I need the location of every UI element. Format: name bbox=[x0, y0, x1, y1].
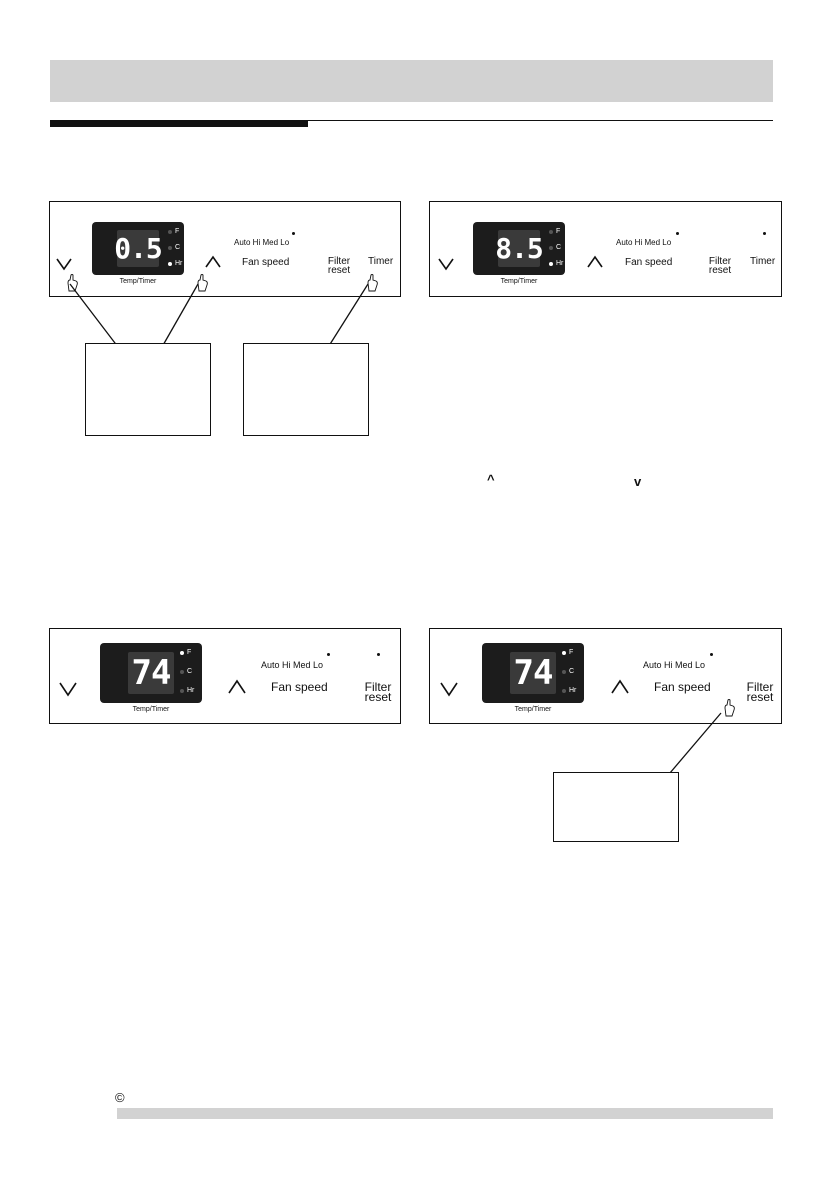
callout-leader-line bbox=[0, 700, 822, 800]
indicator-hr: Hr bbox=[549, 260, 563, 267]
speed-indicator-dot bbox=[676, 232, 679, 235]
indicator-f: F bbox=[562, 649, 573, 656]
temp-timer-readout: 74 bbox=[131, 653, 171, 693]
up-caret-symbol: ^ bbox=[487, 472, 495, 487]
filter-reset-button[interactable]: Filter reset bbox=[327, 256, 351, 276]
temp-timer-readout: 74 bbox=[513, 653, 553, 693]
indicator-c: C bbox=[549, 244, 561, 251]
temp-timer-readout: 0.5 bbox=[114, 232, 162, 265]
indicator-hr: Hr bbox=[168, 260, 182, 267]
indicator-c: C bbox=[180, 668, 192, 675]
screen-caption: Temp/Timer bbox=[514, 706, 552, 713]
filter-reset-button[interactable]: Filter reset bbox=[364, 680, 392, 704]
fan-speed-button[interactable]: Fan speed bbox=[654, 680, 711, 694]
down-arrow-icon[interactable] bbox=[439, 681, 459, 697]
screen-caption: Temp/Timer bbox=[132, 706, 170, 713]
fan-speed-levels: Auto Hi Med Lo bbox=[643, 660, 706, 670]
display-screen bbox=[482, 643, 584, 703]
display-screen bbox=[100, 643, 202, 703]
indicator-hr: Hr bbox=[180, 687, 194, 694]
speed-indicator-dot bbox=[327, 653, 330, 656]
filter-reset-button[interactable]: Filter reset bbox=[746, 680, 774, 704]
indicator-c: C bbox=[168, 244, 180, 251]
timer-button[interactable]: Timer bbox=[368, 256, 394, 267]
digit-window bbox=[510, 652, 556, 694]
fan-speed-button[interactable]: Fan speed bbox=[625, 257, 673, 268]
callout-box-filter bbox=[553, 772, 679, 842]
indicator-f: F bbox=[168, 228, 179, 235]
callout-box-arrows bbox=[85, 343, 211, 436]
copyright-symbol: © bbox=[115, 1090, 125, 1105]
indicator-c: C bbox=[562, 668, 574, 675]
indicator-f: F bbox=[180, 649, 191, 656]
digit-window bbox=[495, 230, 543, 267]
indicator-hr: Hr bbox=[562, 687, 576, 694]
down-arrow-icon[interactable] bbox=[437, 257, 455, 271]
temp-timer-readout: 8.5 bbox=[495, 232, 543, 265]
callout-box-timer bbox=[243, 343, 369, 436]
screen-caption: Temp/Timer bbox=[500, 278, 538, 285]
screen-caption: Temp/Timer bbox=[119, 278, 157, 285]
down-caret-symbol: v bbox=[634, 474, 642, 489]
fan-speed-button[interactable]: Fan speed bbox=[242, 257, 290, 268]
up-arrow-icon[interactable] bbox=[227, 679, 247, 695]
up-arrow-icon[interactable] bbox=[610, 679, 630, 695]
digit-window bbox=[128, 652, 174, 694]
fan-speed-button[interactable]: Fan speed bbox=[271, 680, 328, 694]
footer-bar bbox=[117, 1108, 773, 1119]
up-arrow-icon[interactable] bbox=[586, 255, 604, 269]
timer-indicator-dot bbox=[763, 232, 766, 235]
fan-speed-levels: Auto Hi Med Lo bbox=[234, 238, 290, 247]
timer-button[interactable]: Timer bbox=[750, 256, 776, 267]
fan-speed-levels: Auto Hi Med Lo bbox=[261, 660, 324, 670]
speed-indicator-dot bbox=[710, 653, 713, 656]
indicator-f: F bbox=[549, 228, 560, 235]
control-panel-2 bbox=[429, 201, 782, 297]
display-screen bbox=[473, 222, 565, 275]
down-arrow-icon[interactable] bbox=[58, 681, 78, 697]
filter-indicator-dot bbox=[377, 653, 380, 656]
fan-speed-levels: Auto Hi Med Lo bbox=[616, 238, 672, 247]
filter-reset-button[interactable]: Filter reset bbox=[708, 256, 732, 276]
